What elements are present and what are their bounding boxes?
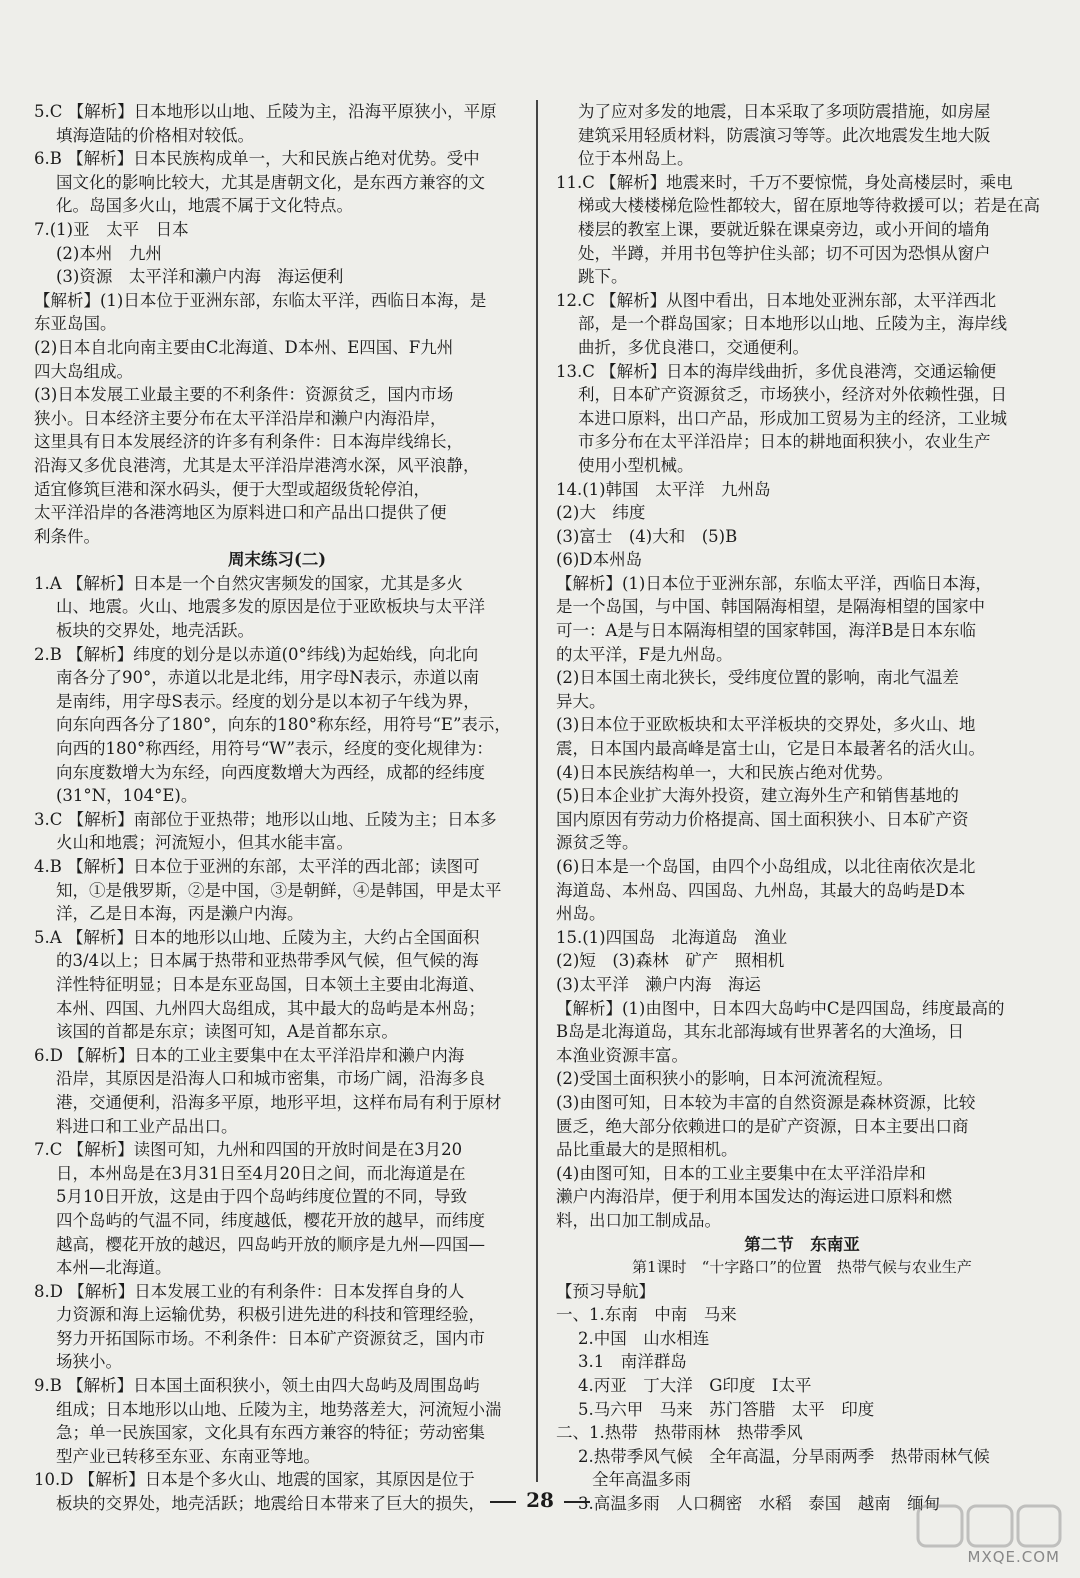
text-line: 知，①是俄罗斯，②是中国，③是朝鲜，④是韩国，甲是太平: [56, 880, 502, 900]
text-line: 这里具有日本发展经济的许多有利条件：日本海岸线绵长，: [34, 432, 463, 452]
text-line: 周末练习(二): [227, 550, 327, 570]
text-line: 2.中国 山水相连: [578, 1328, 710, 1348]
text-line: 日，本州岛是在3月31日至4月20日之间，而北海道是在: [56, 1163, 466, 1183]
text-line: 向东向西各分了180°，向东的180°称东经，用符号“E”表示，: [56, 715, 511, 735]
text-line: 化。岛国多火山，地震不属于文化特点。: [56, 196, 353, 216]
text-line: 适宜修筑巨港和深水码头，便于大型或超级货轮停泊，: [34, 479, 430, 499]
text-line: 海道岛、本州岛、四国岛、九州岛，其最大的岛屿是D本: [556, 880, 966, 900]
text-line: (2)大 纬度: [556, 503, 646, 523]
page-number-dash-right: [564, 1501, 590, 1503]
text-line: 火山和地震；河流短小，但其水能丰富。: [56, 833, 353, 853]
text-line: 8.D 【解析】日本发展工业的有利条件：日本发挥自身的人: [34, 1281, 465, 1301]
text-line: 使用小型机械。: [578, 455, 694, 475]
text-line: 12.C 【解析】从图中看出，日本地处亚洲东部，太平洋西北: [556, 290, 997, 310]
text-line: (4)日本民族结构单一，大和民族占绝对优势。: [556, 762, 893, 782]
text-line: 一、1.东南 中南 马来: [556, 1305, 737, 1325]
text-line: 狭小。日本经济主要分布在太平洋沿岸和濑户内海沿岸，: [34, 408, 447, 428]
text-line: 沿海又多优良港湾，尤其是太平洋沿岸港湾水深，风平浪静，: [34, 455, 480, 475]
text-line: 9.B 【解析】日本国土面积狭小，领土由四大岛屿及周围岛屿: [34, 1376, 480, 1396]
text-line: 位于本州岛上。: [578, 149, 694, 169]
text-line: (6)D本州岛: [556, 550, 643, 570]
text-line: 2.热带季风气候 全年高温，分旱雨两季 热带雨林气候: [578, 1446, 990, 1466]
text-line: 的太平洋，F是九州岛。: [556, 644, 733, 664]
text-line: 场狭小。: [56, 1352, 122, 1372]
text-line: (2)本州 九州: [56, 243, 162, 263]
text-line: (2)日本国土南北狭长，受纬度位置的影响，南北气温差: [556, 668, 959, 688]
text-line: 品比重最大的是照相机。: [556, 1140, 738, 1160]
text-line: 国文化的影响比较大，尤其是唐朝文化，是东西方兼容的文: [56, 172, 485, 192]
text-line: 越高，樱花开放的越迟，四岛屿开放的顺序是九州—四国—: [56, 1234, 485, 1254]
text-line: 州岛。: [556, 904, 606, 924]
text-line: 4.B 【解析】日本位于亚洲的东部，太平洋的西北部；读图可: [34, 857, 480, 876]
text-line: 本州、四国、九州四大岛组成，其中最大的岛屿是本州岛；: [56, 998, 485, 1018]
text-line: 可一：A是与日本隔海相望的国家韩国，海洋B是日本东临: [556, 621, 977, 641]
text-line: 3.C 【解析】南部位于亚热带；地形以山地、丘陵为主；日本多: [34, 809, 497, 829]
text-line: (2)短 (3)森林 矿产 照相机: [556, 951, 785, 971]
text-line: 为了应对多发的地震，日本采取了多项防震措施，如房屋: [578, 102, 991, 121]
text-line: 楼层的教室上课，要就近躲在课桌旁边，或小开间的墙角: [578, 219, 991, 239]
text-line: 5月10日开放，这是由于四个岛屿纬度位置的不同，导致: [56, 1187, 467, 1207]
text-line: 建筑采用轻质材料，防震演习等等。此次地震发生地大阪: [578, 125, 991, 145]
text-line: 市多分布在太平洋沿岸；日本的耕地面积狭小，农业生产: [578, 432, 991, 452]
text-line: 的3/4以上；日本属于热带和亚热带季风气候，但气候的海: [56, 951, 479, 971]
text-line: 山、地震。火山、地震多发的原因是位于亚欧板块与太平洋: [56, 597, 485, 617]
left-column: [34, 100, 520, 1516]
text-line: (3)富士 (4)大和 (5)B: [556, 526, 738, 546]
text-line: 本渔业资源丰富。: [556, 1045, 688, 1065]
text-line: 是一个岛国，与中国、韩国隔海相望，是隔海相望的国家中: [556, 597, 985, 617]
text-line: (3)日本位于亚欧板块和太平洋板块的交界处，多火山、地: [556, 715, 976, 735]
text-line: 曲折，多优良港口，交通便利。: [578, 337, 809, 357]
text-line: 全年高温多雨: [592, 1470, 691, 1490]
text-line: 【解析】(1)由图中，日本四大岛屿中C是四国岛，纬度最高的: [556, 998, 1005, 1018]
text-line: 二、1.热带 热带雨林 热带季风: [556, 1423, 803, 1443]
page-number-dash-left: [490, 1501, 516, 1503]
text-line: 洋性特征明显；日本是东亚岛国，日本领土主要由北海道、: [56, 974, 485, 994]
text-line: (3)由图可知，日本较为丰富的自然资源是森林资源，比较: [556, 1092, 976, 1112]
text-line: 15.(1)四国岛 北海道岛 渔业: [556, 927, 788, 947]
text-line: 11.C 【解析】地震来时，千万不要惊慌，身处高楼层时，乘电: [556, 172, 1013, 192]
text-line: 【解析】(1)日本位于亚洲东部，东临太平洋，西临日本海，: [556, 573, 992, 593]
text-line: (3)资源 太平洋和濑户内海 海运便利: [56, 267, 344, 287]
text-line: 四大岛组成。: [34, 361, 133, 381]
text-line: 第二节 东南亚: [744, 1234, 860, 1254]
text-line: (3)太平洋 濑户内海 海运: [556, 974, 761, 994]
text-line: (4)由图可知，日本的工业主要集中在太平洋沿岸和: [556, 1163, 926, 1183]
text-line: 源贫乏等。: [556, 833, 639, 853]
text-line: 向西的180°称西经，用符号“W”表示，经度的变化规律为：: [56, 739, 493, 759]
text-line: 料，出口加工制成品。: [556, 1210, 721, 1230]
text-line: 沿岸，其原因是沿海人口和城市密集，市场广阔，沿海多良: [56, 1069, 485, 1089]
text-line: (2)日本自北向南主要由C北海道、D本州、E四国、F九州: [34, 337, 454, 357]
text-line: 力资源和海上运输优势，积极引进先进的科技和管理经验，: [56, 1305, 485, 1325]
text-line: 4.丙亚 丁大洋 G印度 I太平: [578, 1376, 812, 1396]
text-line: 3.高温多雨 人口稠密 水稻 泰国 越南 缅甸: [578, 1494, 941, 1514]
text-line: 濑户内海沿岸，便于利用本国发达的海运进口原料和燃: [556, 1187, 952, 1207]
text-line: 该国的首都是东京；读图可知，A是首都东京。: [56, 1022, 398, 1042]
text-line: 填海造陆的价格相对较低。: [56, 125, 254, 145]
text-line: 板块的交界处，地壳活跃；地震给日本带来了巨大的损失，: [56, 1494, 485, 1514]
text-line: 第1课时 “十字路口”的位置 热带气候与农业生产: [632, 1258, 972, 1277]
text-line: 5.马六甲 马来 苏门答腊 太平 印度: [578, 1399, 875, 1419]
text-line: 13.C 【解析】日本的海岸线曲折，多优良港湾，交通运输便: [556, 361, 997, 381]
text-line: (6)日本是一个岛国，由四个小岛组成，以北往南依次是北: [556, 857, 976, 876]
text-line: 利，日本矿产资源贫乏，市场狭小，经济对外依赖性强，日: [578, 385, 1007, 405]
text-line: 3.1 南洋群岛: [578, 1352, 687, 1372]
text-line: 6.B 【解析】日本民族构成单一，大和民族占绝对优势。受中: [34, 149, 480, 169]
text-line: 太平洋沿岸的各港湾地区为原料进口和产品出口提供了便: [34, 503, 447, 523]
text-line: 5.A 【解析】日本的地形以山地、丘陵为主，大约占全国面积: [34, 927, 480, 947]
text-line: 南各分了90°，赤道以北是北纬，用字母N表示，赤道以南: [56, 668, 480, 688]
right-column: [556, 100, 1048, 1516]
text-line: (2)受国土面积狭小的影响，日本河流流程短。: [556, 1069, 893, 1089]
text-line: 本进口原料，出口产品，形成加工贸易为主的经济，工业城: [578, 408, 1007, 428]
text-line: 急；单一民族国家，文化具有东西方兼容的特征；劳动密集: [56, 1423, 485, 1443]
text-line: 板块的交界处，地壳活跃。: [56, 621, 254, 641]
text-line: 7.(1)亚 太平 日本: [34, 219, 189, 239]
text-line: 型产业已转移至东亚、东南亚等地。: [56, 1446, 320, 1466]
watermark-text: MXQE.COM: [967, 1548, 1060, 1566]
column-divider: [536, 100, 538, 1482]
text-line: 是南纬，用字母S表示。经度的划分是以本初子午线为界，: [56, 691, 480, 711]
text-line: 匮乏，绝大部分依赖进口的是矿产资源，日本主要出口商: [556, 1116, 969, 1136]
text-line: 努力开拓国际市场。不利条件：日本矿产资源贫乏，国内市: [56, 1328, 485, 1348]
text-line: 向东度数增大为东经，向西度数增大为西经，成都的经纬度: [56, 762, 485, 782]
text-line: 梯或大楼楼梯危险性都较大，留在原地等待救援可以；若是在高: [578, 196, 1040, 216]
text-line: 国内原因有劳动力价格提高、国土面积狭小、日本矿产资: [556, 809, 969, 829]
page-number-value: 28: [526, 1488, 554, 1512]
text-line: 东亚岛国。: [34, 314, 117, 334]
text-line: (5)日本企业扩大海外投资，建立海外生产和销售基地的: [556, 786, 959, 806]
text-line: 港，交通便利，沿海多平原，地形平坦，这样布局有利于原材: [56, 1092, 502, 1112]
text-line: 14.(1)韩国 太平洋 九州岛: [556, 479, 771, 499]
text-line: (3)日本发展工业最主要的不利条件：资源贫乏，国内市场: [34, 385, 454, 405]
text-line: 1.A 【解析】日本是一个自然灾害频发的国家，尤其是多火: [34, 573, 463, 593]
text-line: 部，是一个群岛国家；日本地形以山地、丘陵为主，海岸线: [578, 314, 1007, 334]
text-line: 利条件。: [34, 526, 100, 546]
text-line: 组成；日本地形以山地、丘陵为主，地势落差大，河流短小湍: [56, 1399, 502, 1419]
text-line: 5.C 【解析】日本地形以山地、丘陵为主，沿海平原狭小，平原: [34, 102, 497, 121]
text-line: 7.C 【解析】读图可知，九州和四国的开放时间是在3月20: [34, 1140, 463, 1160]
text-line: 【预习导航】: [556, 1281, 655, 1301]
text-line: 本州—北海道。: [56, 1258, 172, 1278]
text-line: 2.B 【解析】纬度的划分是以赤道(0°纬线)为起始线，向北向: [34, 644, 479, 664]
text-line: 跳下。: [578, 267, 628, 287]
text-line: 10.D 【解析】日本是个多火山、地震的国家，其原因是位于: [34, 1470, 475, 1490]
text-line: 四个岛屿的气温不同，纬度越低，樱花开放的越早，而纬度: [56, 1210, 485, 1230]
text-line: (31°N，104°E)。: [56, 786, 198, 806]
text-line: 洋，乙是日本海，丙是濑户内海。: [56, 904, 304, 924]
text-line: B岛是北海道岛，其东北部海域有世界著名的大渔场，日: [556, 1022, 965, 1042]
text-line: 震，日本国内最高峰是富士山，它是日本最著名的活火山。: [556, 739, 985, 759]
text-line: 6.D 【解析】日本的工业主要集中在太平洋沿岸和濑户内海: [34, 1045, 465, 1065]
text-line: 【解析】(1)日本位于亚洲东部，东临太平洋，西临日本海，是: [34, 290, 487, 310]
text-line: 异大。: [556, 691, 606, 711]
text-line: 料进口和工业产品出口。: [56, 1116, 238, 1136]
text-line: 处，半蹲，并用书包等护住头部；切不可因为恐惧从窗户: [578, 243, 991, 263]
